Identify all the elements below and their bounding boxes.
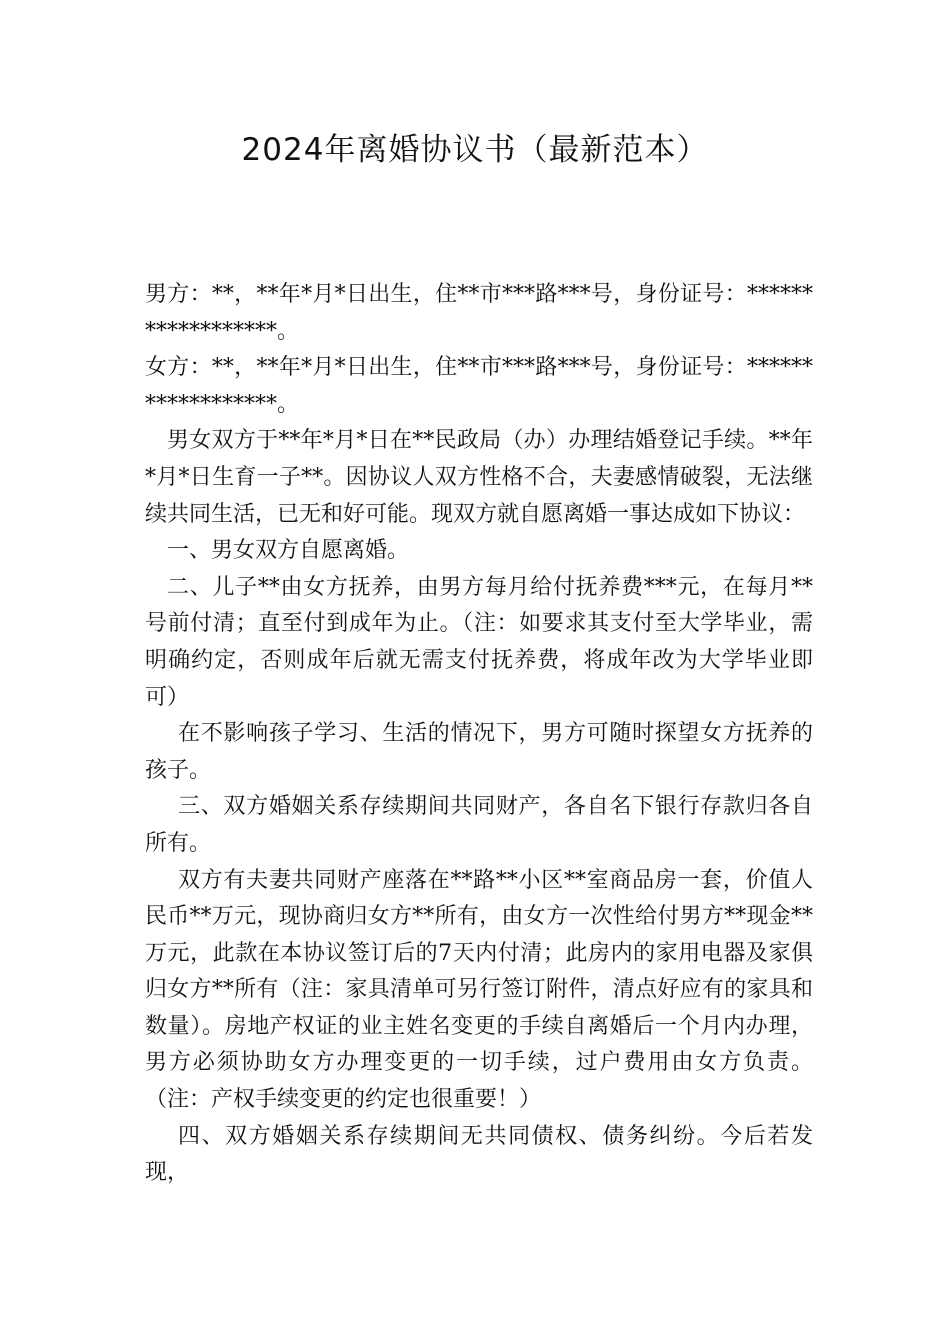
paragraph-property: 双方有夫妻共同财产座落在**路**小区**室商品房一套，价值人民币**万元，现协商归女方**所有，由女方一次性给付男方**现金**万元，此款在本协议签订后的7天内付清；此房内的家用电器及家俱归女方**所有（注：家具清单可另行签订附件，清点好应有的家具和数量）。房地产权证的业主姓名变更的手续自离婚后一个月内办理，男方必须协助女方办理变更的一切手续，过户费用由女方负责。（注：产权手续变更的约定也很重要！） bbox=[145, 867, 813, 1113]
paragraph-husband-info: 男方：**，**年*月*日出生，住**市***路***号，身份证号：******************。 bbox=[145, 282, 813, 344]
paragraph-preamble: 男女双方于**年*月*日在**民政局（办）办理结婚登记手续。**年*月*日生育一子**。因协议人双方性格不合，夫妻感情破裂，无法继续共同生活，已无和好可能。现双方就自愿离婚一事达成如下协议： bbox=[145, 428, 813, 527]
paragraph-clause-1: 一、男女双方自愿离婚。 bbox=[167, 538, 410, 564]
paragraph-clause-3: 三、双方婚姻关系存续期间共同财产，各自名下银行存款归各自所有。 bbox=[145, 794, 813, 856]
paragraph-clause-2: 二、儿子**由女方抚养，由男方每月给付抚养费***元，在每月**号前付清；直至付到成年为止。（注：如要求其支付至大学毕业，需明确约定，否则成年后就无需支付抚养费，将成年改为大学毕业即可） bbox=[145, 574, 813, 710]
document-title: 2024年离婚协议书（最新范本） bbox=[241, 132, 709, 168]
paragraph-clause-4: 四、双方婚姻关系存续期间无共同债权、债务纠纷。今后若发现， bbox=[145, 1123, 813, 1186]
paragraph-wife-info: 女方：**，**年*月*日出生，住**市***路***号，身份证号：******************。 bbox=[145, 355, 813, 417]
document-body bbox=[145, 277, 813, 1192]
paragraph-visitation: 在不影响孩子学习、生活的情况下，男方可随时探望女方抚养的孩子。 bbox=[145, 721, 813, 783]
